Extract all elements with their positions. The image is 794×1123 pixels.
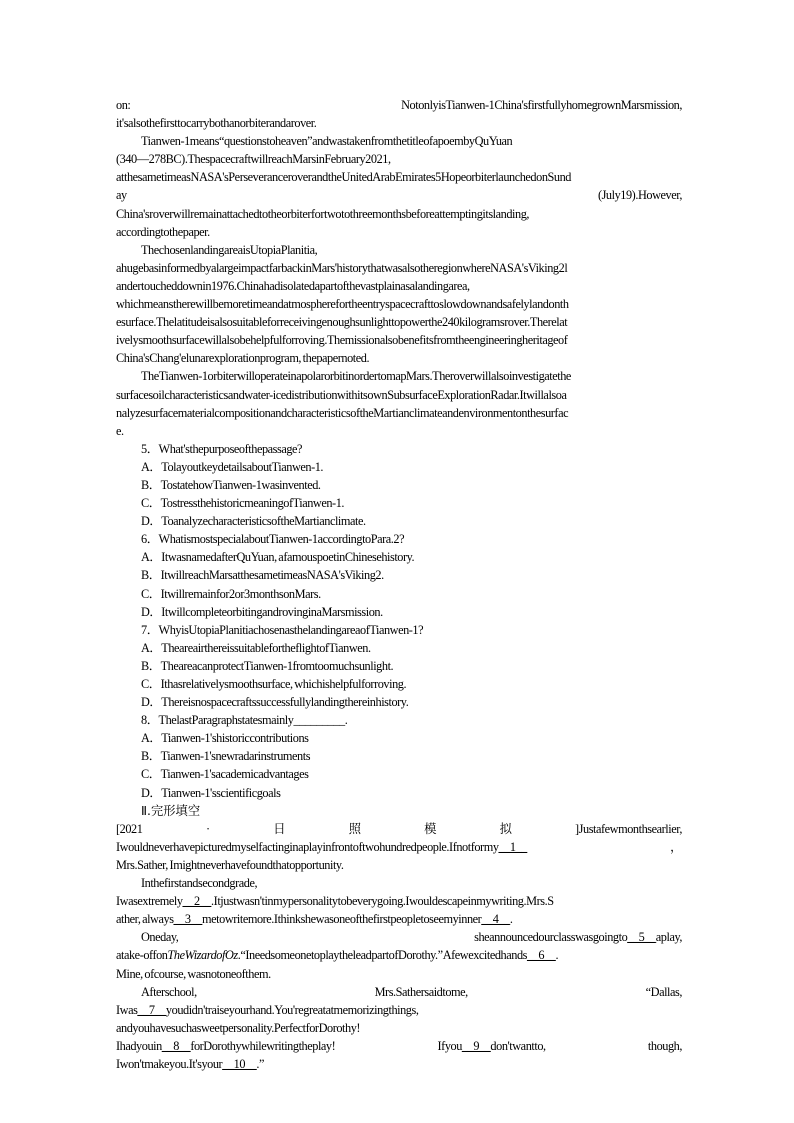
- source-tag: 日: [273, 821, 286, 836]
- passage-line: TheTianwen-1orbiterwilloperateinapolarorbitinordertomapMars.Theroverwillalsoinvestigatethe: [141, 369, 571, 384]
- answer-option: D．Tianwen-1'sscientificgoals: [141, 785, 281, 800]
- cloze-blank: __3__: [173, 912, 203, 927]
- cloze-text: Oneday,: [141, 930, 179, 945]
- passage-line: Tianwen-1means“questionstoheaven”andwastakenfromthetitleofapoembyQuYuan: [141, 134, 513, 149]
- cloze-line: [116, 1001, 682, 1019]
- cloze-line: [116, 1055, 682, 1073]
- answer-option: B．TostatehowTianwen-1wasinvented.: [141, 477, 321, 492]
- document-page: [116, 96, 682, 1073]
- passage-line: [116, 96, 682, 114]
- cloze-text: metowritemore.Ithinkshewasoneofthefirstpeopletoseemyinner: [202, 912, 482, 927]
- passage-line: [116, 186, 682, 204]
- cloze-text: .: [555, 948, 559, 963]
- cloze-text: forDorothywhilewritingtheplay!: [190, 1038, 336, 1053]
- cloze-line: [116, 928, 682, 946]
- cloze-blank: __1__: [498, 839, 528, 854]
- cloze-text: youdidn'traiseyourhand.You'regreatatmemorizingthings,: [165, 1002, 419, 1017]
- source-tag: 照: [348, 821, 361, 836]
- answer-option: A．TolayoutkeydetailsaboutTianwen-1.: [141, 459, 324, 474]
- cloze-text: Iwas: [116, 1002, 138, 1017]
- cloze-blank: __6__: [527, 948, 556, 963]
- answer-option: D．ItwillcompleteorbitingandrovinginaMarsmission.: [141, 604, 383, 619]
- cloze-text: aplay,: [655, 930, 682, 945]
- cloze-text: Afterschool,: [141, 984, 197, 999]
- cloze-blank: __7__: [137, 1002, 166, 1017]
- passage-line: atthesametimeasNASA'sPerseveranceroverandtheUnitedArabEmirates5HopeorbiterlaunchedonSund: [116, 170, 572, 185]
- cloze-text: ]Justafewmonthsearlier,: [575, 821, 682, 836]
- passage-text: on:: [116, 98, 131, 112]
- cloze-line: andyouhavesuchasweetpersonality.PerfectforDorothy!: [116, 1020, 361, 1035]
- answer-option: B．TheareacanprotectTianwen-1fromtoomuchsunlight.: [141, 658, 394, 673]
- source-tag: 拟: [499, 821, 512, 836]
- question-stem: 5．What'sthepurposeofthepassage?: [141, 441, 303, 456]
- cloze-text: Ihadyouin: [116, 1038, 162, 1053]
- cloze-text: ，: [670, 839, 682, 854]
- section-heading: [116, 802, 682, 820]
- section-title: Ⅱ.完形填空: [141, 803, 201, 818]
- cloze-line: Mine, ofcourse, wasnotoneofthem.: [116, 966, 271, 981]
- passage-line: it'salsothefirsttocarrybothanorbiterandarover.: [116, 116, 317, 131]
- question-stem: 7．WhyisUtopiaPlanitiachosenasthelandingareaofTianwen-1?: [141, 622, 424, 637]
- cloze-text: Iwasextremely: [116, 894, 183, 909]
- source-tag: 模: [424, 821, 436, 836]
- cloze-line: Mrs.Sather, Imightneverhavefoundthatopportunity.: [116, 857, 344, 872]
- answer-option: C．Ithasrelativelysmoothsurface, whichishelpfulforroving.: [141, 677, 407, 691]
- question-stem: 8．ThelastParagraphstatesmainly_________.: [141, 713, 348, 728]
- passage-line: ThechosenlandingareaisUtopiaPlanitia,: [141, 242, 318, 257]
- cloze-text: .”: [256, 1056, 265, 1071]
- passage-line: China'sChang'elunarexplorationprogram, thepapernoted.: [116, 351, 370, 366]
- cloze-text: Mrs.Sathersaidtome,: [374, 984, 468, 999]
- cloze-blank: __5__: [627, 930, 656, 945]
- cloze-blank: __9__: [461, 1038, 491, 1053]
- cloze-text: Iwon'tmakeyou.It'syour: [116, 1056, 223, 1071]
- passage-line: esurface.Thelatitudeisalsosuitableforreceivingenoughsunlighttopowerthe240kilogramsrover.Therelat: [116, 315, 568, 330]
- cloze-text: don'twantto,: [490, 1038, 546, 1053]
- cloze-blank: __2__: [182, 894, 212, 909]
- cloze-text: TheWizardofOz: [167, 948, 238, 963]
- cloze-line: [116, 983, 682, 1001]
- cloze-line: [116, 820, 682, 838]
- cloze-text: sheannouncedourclasswasgoingto: [474, 930, 628, 945]
- answer-option: A．TheareairthereissuitablefortheflightofTianwen.: [141, 640, 371, 655]
- passage-text: ay: [116, 188, 127, 203]
- answer-option: D．Thereisnospacecraftssuccessfullylandingthereinhistory.: [141, 695, 409, 710]
- cloze-text: ather, always: [116, 912, 174, 927]
- cloze-text: “Dallas,: [645, 984, 682, 999]
- cloze-blank: __10__: [222, 1056, 257, 1071]
- answer-option: D．ToanalyzecharacteristicsoftheMartianclimate.: [141, 514, 366, 529]
- passage-line: e.: [116, 423, 124, 438]
- passage-line: andertoucheddownin1976.Chinahadisolatedapartofthevastplainasalandingarea,: [116, 278, 470, 293]
- passage-line: (340—278BC).ThespacecraftwillreachMarsinFebruary2021,: [116, 152, 391, 167]
- cloze-text: atake-offon: [116, 948, 168, 963]
- passage-text: (July19).However,: [597, 188, 682, 203]
- source-tag: [2021: [116, 821, 143, 836]
- cloze-text: Iwouldneverhavepicturedmyselfactinginaplayinfrontoftwohundredpeople.Ifnotformy: [116, 839, 499, 854]
- passage-line: whichmeanstherewillbemoretimeandatmospherefortheentryspacecrafttoslowdownandsafelylandonth: [116, 297, 569, 312]
- passage-line: ivelysmoothsurfacewillalsobehelpfulforroving.Themissionalsobenefitsfromtheengineeringheritageof: [116, 333, 568, 348]
- cloze-line: [116, 1037, 682, 1055]
- cloze-text: though,: [647, 1038, 682, 1053]
- cloze-line: [116, 892, 682, 910]
- source-tag: ·: [206, 821, 210, 836]
- cloze-blank: __8__: [161, 1038, 191, 1053]
- answer-option: C．TostressthehistoricmeaningofTianwen-1.: [141, 496, 345, 511]
- cloze-text: .Itjustwasn'tinmypersonalitytobeverygoing.Iwouldescapeinmywriting.Mrs.S: [211, 894, 554, 909]
- passage-line: surfacesoilcharacteristicsandwater-icedistributionwithitsownSubsurfaceExplorationRadar.Itwillalsoa: [116, 387, 567, 402]
- passage-line: ahugebasinformedbyalargeimpactfarbackinMars'historythatwasalsotheregionwhereNASA'sViking2l: [116, 260, 568, 275]
- answer-option: C．Tianwen-1'sacademicadvantages: [141, 767, 309, 782]
- question-stem: 6．WhatismostspecialaboutTianwen-1accordingtoPara.2?: [141, 532, 405, 547]
- passage-line: nalyzesurfacematerialcompositionandcharacteristicsoftheMartianclimateandenvironmentonthesurfac: [116, 405, 569, 420]
- answer-option: C．Itwillremainfor2or3monthsonMars.: [141, 586, 321, 601]
- cloze-line: Inthefirstandsecondgrade,: [141, 876, 258, 891]
- cloze-line: [116, 910, 682, 928]
- cloze-text: .: [509, 912, 513, 927]
- cloze-line: [116, 946, 682, 964]
- answer-option: A．Tianwen-1'shistoriccontributions: [141, 731, 309, 746]
- passage-text: NotonlyisTianwen-1China'sfirstfullyhomegrownMarsmission,: [401, 98, 682, 112]
- cloze-line: [116, 838, 682, 856]
- cloze-text: .“IneedsomeonetoplaytheleadpartofDorothy.”Afewexcitedhands: [237, 948, 527, 963]
- answer-option: A．ItwasnamedafterQuYuan, afamouspoetinChinesehistory.: [141, 550, 415, 565]
- answer-option: B．Tianwen-1'snewradarinstruments: [141, 749, 311, 764]
- answer-option: B．ItwillreachMarsatthesametimeasNASA'sViking2.: [141, 568, 384, 583]
- passage-line: accordingtothepaper.: [116, 224, 210, 239]
- cloze-blank: __4__: [481, 912, 510, 927]
- cloze-text: Ifyou: [437, 1038, 462, 1053]
- passage-line: China'sroverwillremainattachedtotheorbiterfortwotothreemonthsbeforeattemptingitslanding,: [116, 206, 530, 221]
